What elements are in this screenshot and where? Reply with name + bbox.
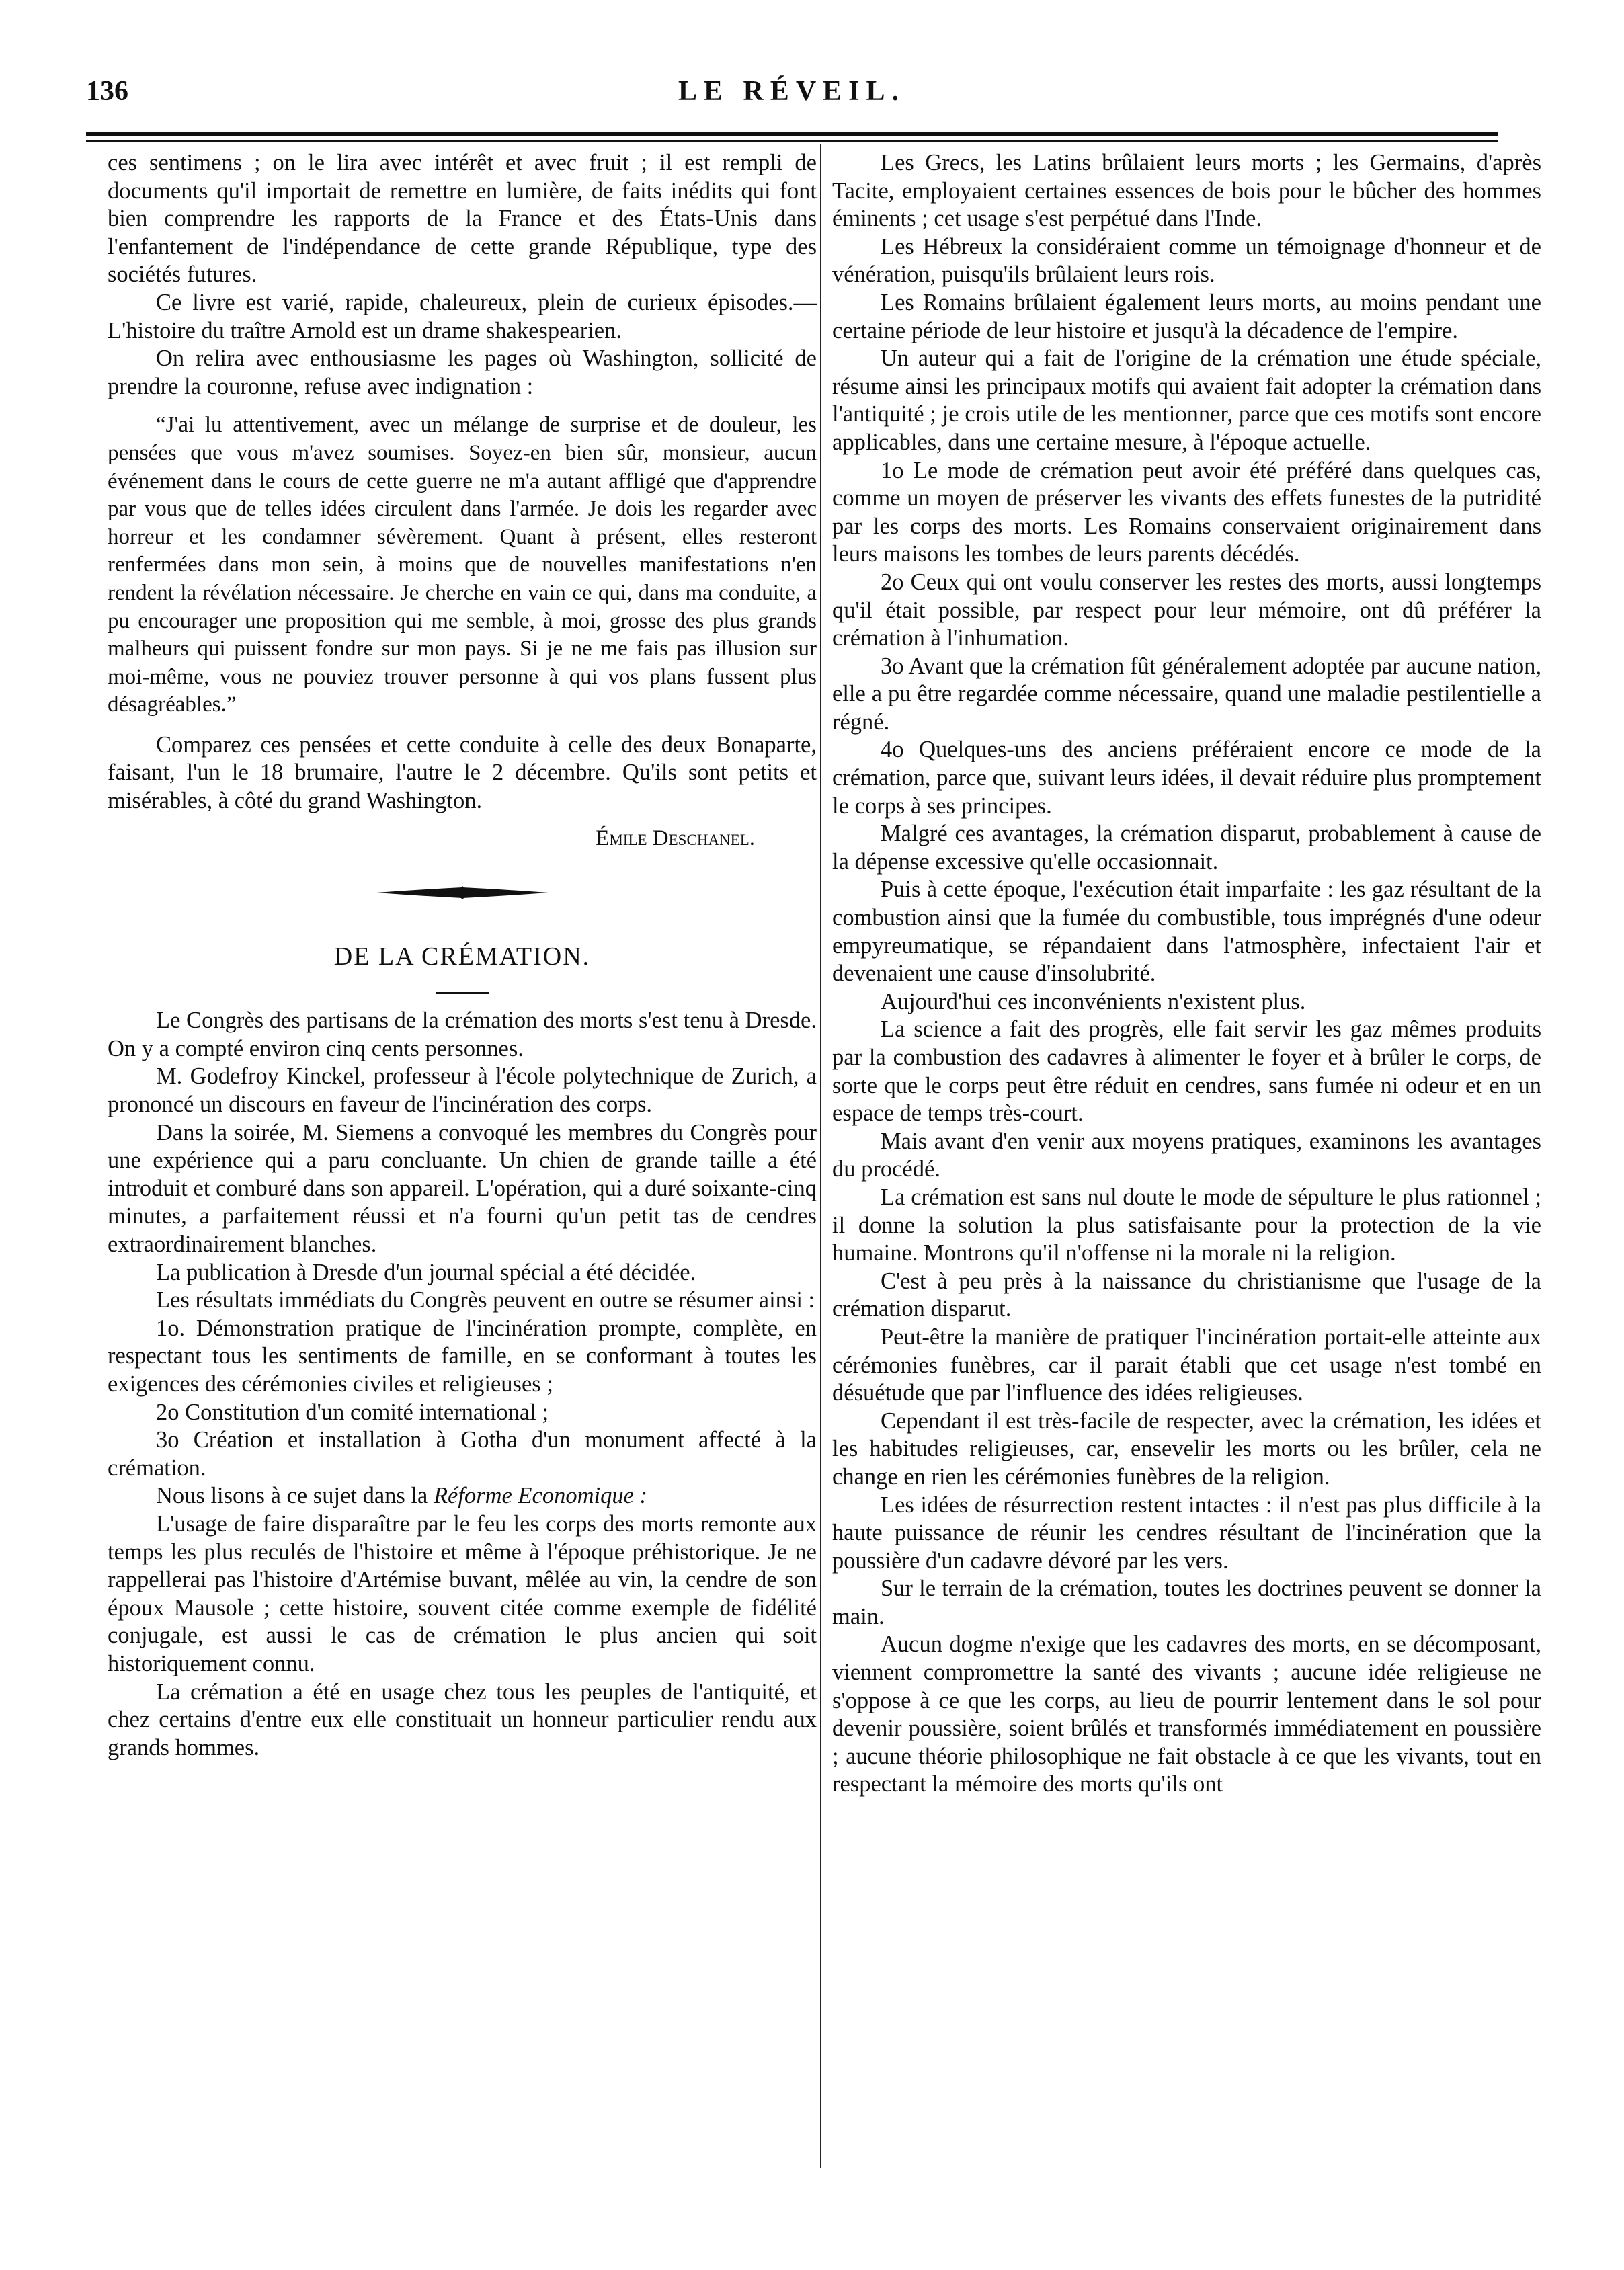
- motif-item: 4o Quelques-uns des anciens préféraient encore ce mode de la crémation, parce que, suivant leurs idées, il devait réduire plus promptement le corps à ses principes.: [832, 737, 1541, 819]
- column-divider: [820, 144, 821, 2168]
- body-paragraph: La crémation a été en usage chez tous les peuples de l'antiquité, et chez certains d'entre eux elle constituait un honneur particulier rendu aux grands hommes.: [108, 1678, 817, 1760]
- section-title: DE LA CRÉMATION.: [333, 942, 591, 971]
- intro-paragraph: ces sentimens ; on le lira avec intérêt et avec fruit ; il est rempli de documents qu'il importait de remettre en lumière, de faits inédits qui font bien comprendre les rapports de la France et des États-Unis dans l'enfantement de l'indépendance de cette grande République, type des sociétés futures.: [108, 150, 817, 288]
- newspaper-title: LE RÉVEIL.: [678, 76, 906, 107]
- result-item: 1o. Démonstration pratique de l'incinération prompte, complète, en respectant tous les sentiments de famille, en se conformant à toutes les exigences des cérémonies civiles et religieuses ;: [108, 1315, 817, 1397]
- header-rule-thick: [86, 132, 1498, 136]
- motif-item: 2o Ceux qui ont voulu conserver les restes des morts, aussi longtemps qu'il était possible, par respect pour leur mémoire, ont dû préférer la crémation à l'inhumation.: [832, 569, 1541, 651]
- author-signature: Émile Deschanel.: [596, 825, 755, 850]
- body-paragraph: Malgré ces avantages, la crémation disparut, probablement à cause de la dépense excessive qu'elle occasionnait.: [832, 821, 1541, 875]
- reforme-title: Réforme Economique :: [433, 1483, 648, 1509]
- header-rule-thin: [86, 140, 1498, 142]
- body-paragraph: Sur le terrain de la crémation, toutes les doctrines peuvent se donner la main.: [832, 1576, 1541, 1629]
- right-column: [832, 149, 1541, 1799]
- body-paragraph: Les Romains brûlaient également leurs morts, au moins pendant une certaine période de leur histoire et jusqu'à la décadence de l'empire.: [832, 289, 1541, 343]
- motif-item: 1o Le mode de crémation peut avoir été préféré dans quelques cas, comme un moyen de préserver les vivants des effets funestes de la putridité par les corps des morts. Les Romains conservaient originairement dans leurs maisons les tombes de leurs parents décédés.: [832, 457, 1541, 567]
- body-paragraph: Un auteur qui a fait de l'origine de la crémation une étude spéciale, résume ainsi les principaux motifs qui avaient fait adopter la crémation dans l'antiquité ; je crois utile de les mentionner, parce que ces motifs sont encore applicables, dans une certaine mesure, à l'époque actuelle.: [832, 346, 1541, 455]
- intro-paragraph: On relira avec enthousiasme les pages où Washington, sollicité de prendre la couronne, refuse avec indignation :: [108, 346, 817, 399]
- ornamental-rule-icon: [375, 879, 550, 906]
- body-paragraph: Aujourd'hui ces inconvénients n'existent plus.: [881, 988, 1306, 1014]
- body-paragraph: Puis à cette époque, l'exécution était imparfaite : les gaz résultant de la combustion ainsi que la fumée du combustible, tous imprégnés d'une odeur empyreumatique, se répandaient dans l'atmosphère, infectaient l'air et devenaient une cause d'insolubrité.: [832, 877, 1541, 987]
- body-paragraph: L'usage de faire disparaître par le feu les corps des morts remonte aux temps les plus reculés de l'histoire et même à l'époque préhistorique. Je ne rappellerai pas l'histoire d'Artémise buvant, mêlée au vin, la cendre de son époux Mausole ; cette histoire, souvent citée comme exemple de fidélité conjugale, est aussi le cas de crémation le plus ancien qui soit historiquement connu.: [108, 1510, 817, 1676]
- body-paragraph: Les Hébreux la considéraient comme un témoignage d'honneur et de vénération, puisqu'ils brûlaient leurs rois.: [832, 233, 1541, 288]
- body-paragraph: M. Godefroy Kinckel, professeur à l'école polytechnique de Zurich, a prononcé un discours en faveur de l'incinération des corps.: [108, 1063, 817, 1118]
- page-number: 136: [86, 76, 128, 107]
- washington-quote: [108, 411, 817, 719]
- body-paragraph: La science a fait des progrès, elle fait servir les gaz mêmes produits par la combustion des cadavres à alimenter le foyer et à brûler le corps, de sorte que le corps peut être réduit en cendres, sans fumée ni odeur et en un espace de temps très-court.: [832, 1016, 1541, 1127]
- body-paragraph: C'est à peu près à la naissance du christianisme que l'usage de la crémation disparut.: [832, 1268, 1541, 1322]
- body-paragraph: Le Congrès des partisans de la crémation des morts s'est tenu à Dresde. On y a compté environ cinq cents personnes.: [108, 1008, 817, 1061]
- body-paragraph: Les Grecs, les Latins brûlaient leurs morts ; les Germains, d'après Tacite, employaient certaines essences de bois pour le bûcher des hommes éminents ; cet usage s'est perpétué dans l'Inde.: [832, 150, 1541, 232]
- body-paragraph: Les résultats immédiats du Congrès peuvent en outre se résumer ainsi :: [156, 1287, 815, 1313]
- quote-text: “J'ai lu attentivement, avec un mélange de surprise et de douleur, les pensées que vous m'avez soumises. Soyez-en bien sûr, monsieur, aucun événement dans le cours de cette guerre ne m'a autant affligé que d'apprendre par vous que de telles idées circulent dans l'armée. Je dois les regarder avec horreur et les condamner sévèrement. Quant à présent, elles resteront renfermées dans mon sein, à moins que de nouvelles manifestations n'en rendent la révélation nécessaire. Je cherche en vain ce qui, dans ma conduite, a pu encourager une proposition qui me semble, à moi, grosse des plus grands malheurs qui puissent fondre sur mon pays. Si je ne me fais pas illusion sur moi-même, vous ne pouviez trouver personne à qui vos plans fussent plus désagréables.”: [108, 413, 817, 717]
- body-paragraph: Cependant il est très-facile de respecter, avec la crémation, les idées et les habitudes religieuses, car, ensevelir les morts ou les brûler, cela ne change en rien les cérémonies funèbres de la religion.: [832, 1408, 1541, 1490]
- body-paragraph: Les idées de résurrection restent intactes : il n'est pas plus difficile à la haute puissance de réunir les cendres résultant de l'incinération que la poussière d'un cadavre dévoré par les vers.: [832, 1492, 1541, 1574]
- section-separator: [108, 879, 817, 920]
- reforme-intro-text: Nous lisons à ce sujet dans la: [156, 1483, 428, 1509]
- left-column: [108, 149, 817, 1762]
- page-header: [86, 75, 1498, 116]
- motif-item: 3o Avant que la crémation fût généralement adoptée par aucune nation, elle a pu être regardée comme nécessaire, quand une maladie pestilentielle a régné.: [832, 653, 1541, 735]
- result-item: 3o Création et installation à Gotha d'un monument affecté à la crémation.: [108, 1427, 817, 1481]
- body-paragraph: Dans la soirée, M. Siemens a convoqué les membres du Congrès pour une expérience qui a paru concluante. Un chien de grande taille a été introduit et comburé dans son appareil. L'opération, qui a duré soixante-cinq minutes, a parfaitement réussi et n'a fourni qu'un petit tas de cendres extraordinairement blanches.: [108, 1119, 817, 1257]
- result-item: 2o Constitution d'un comité international ;: [156, 1399, 549, 1425]
- intro-paragraph: Ce livre est varié, rapide, chaleureux, plein de curieux épisodes.—L'histoire du traître Arnold est un drame shakespearien.: [108, 289, 817, 343]
- body-paragraph: La publication à Dresde d'un journal spécial a été décidée.: [156, 1259, 696, 1285]
- body-paragraph: Peut-être la manière de pratiquer l'incinération portait-elle atteinte aux cérémonies funèbres, car il parait établi que cet usage n'est tombé en désuétude que par l'influence des idées religieuses.: [832, 1324, 1541, 1406]
- body-paragraph: Aucun dogme n'exige que les cadavres des morts, en se décomposant, viennent compromettre la santé des vivants ; aucune idée religieuse ne s'oppose à ce que les corps, au lieu de pourrir lentement dans le sol pour devenir poussière, soient brûlés et transformés immédiatement en poussière ; aucune théorie philosophique ne fait obstacle à ce que les vivants, tout en respectant la mémoire des morts qu'ils ont: [832, 1631, 1541, 1797]
- conclusion-paragraph: Comparez ces pensées et cette conduite à celle des deux Bonaparte, faisant, l'un le 18 brumaire, l'autre le 2 décembre. Qu'ils sont petits et misérables, à côté du grand Washington.: [108, 731, 817, 814]
- body-paragraph: Mais avant d'en venir aux moyens pratiques, examinons les avantages du procédé.: [832, 1128, 1541, 1182]
- body-paragraph: La crémation est sans nul doute le mode de sépulture le plus rationnel ; il donne la solution la plus satisfaisante pour la protection de la vie humaine. Montrons qu'il n'offense ni la morale ni la religion.: [832, 1184, 1541, 1266]
- title-underline: [108, 973, 817, 1000]
- reforme-intro: [108, 1482, 817, 1510]
